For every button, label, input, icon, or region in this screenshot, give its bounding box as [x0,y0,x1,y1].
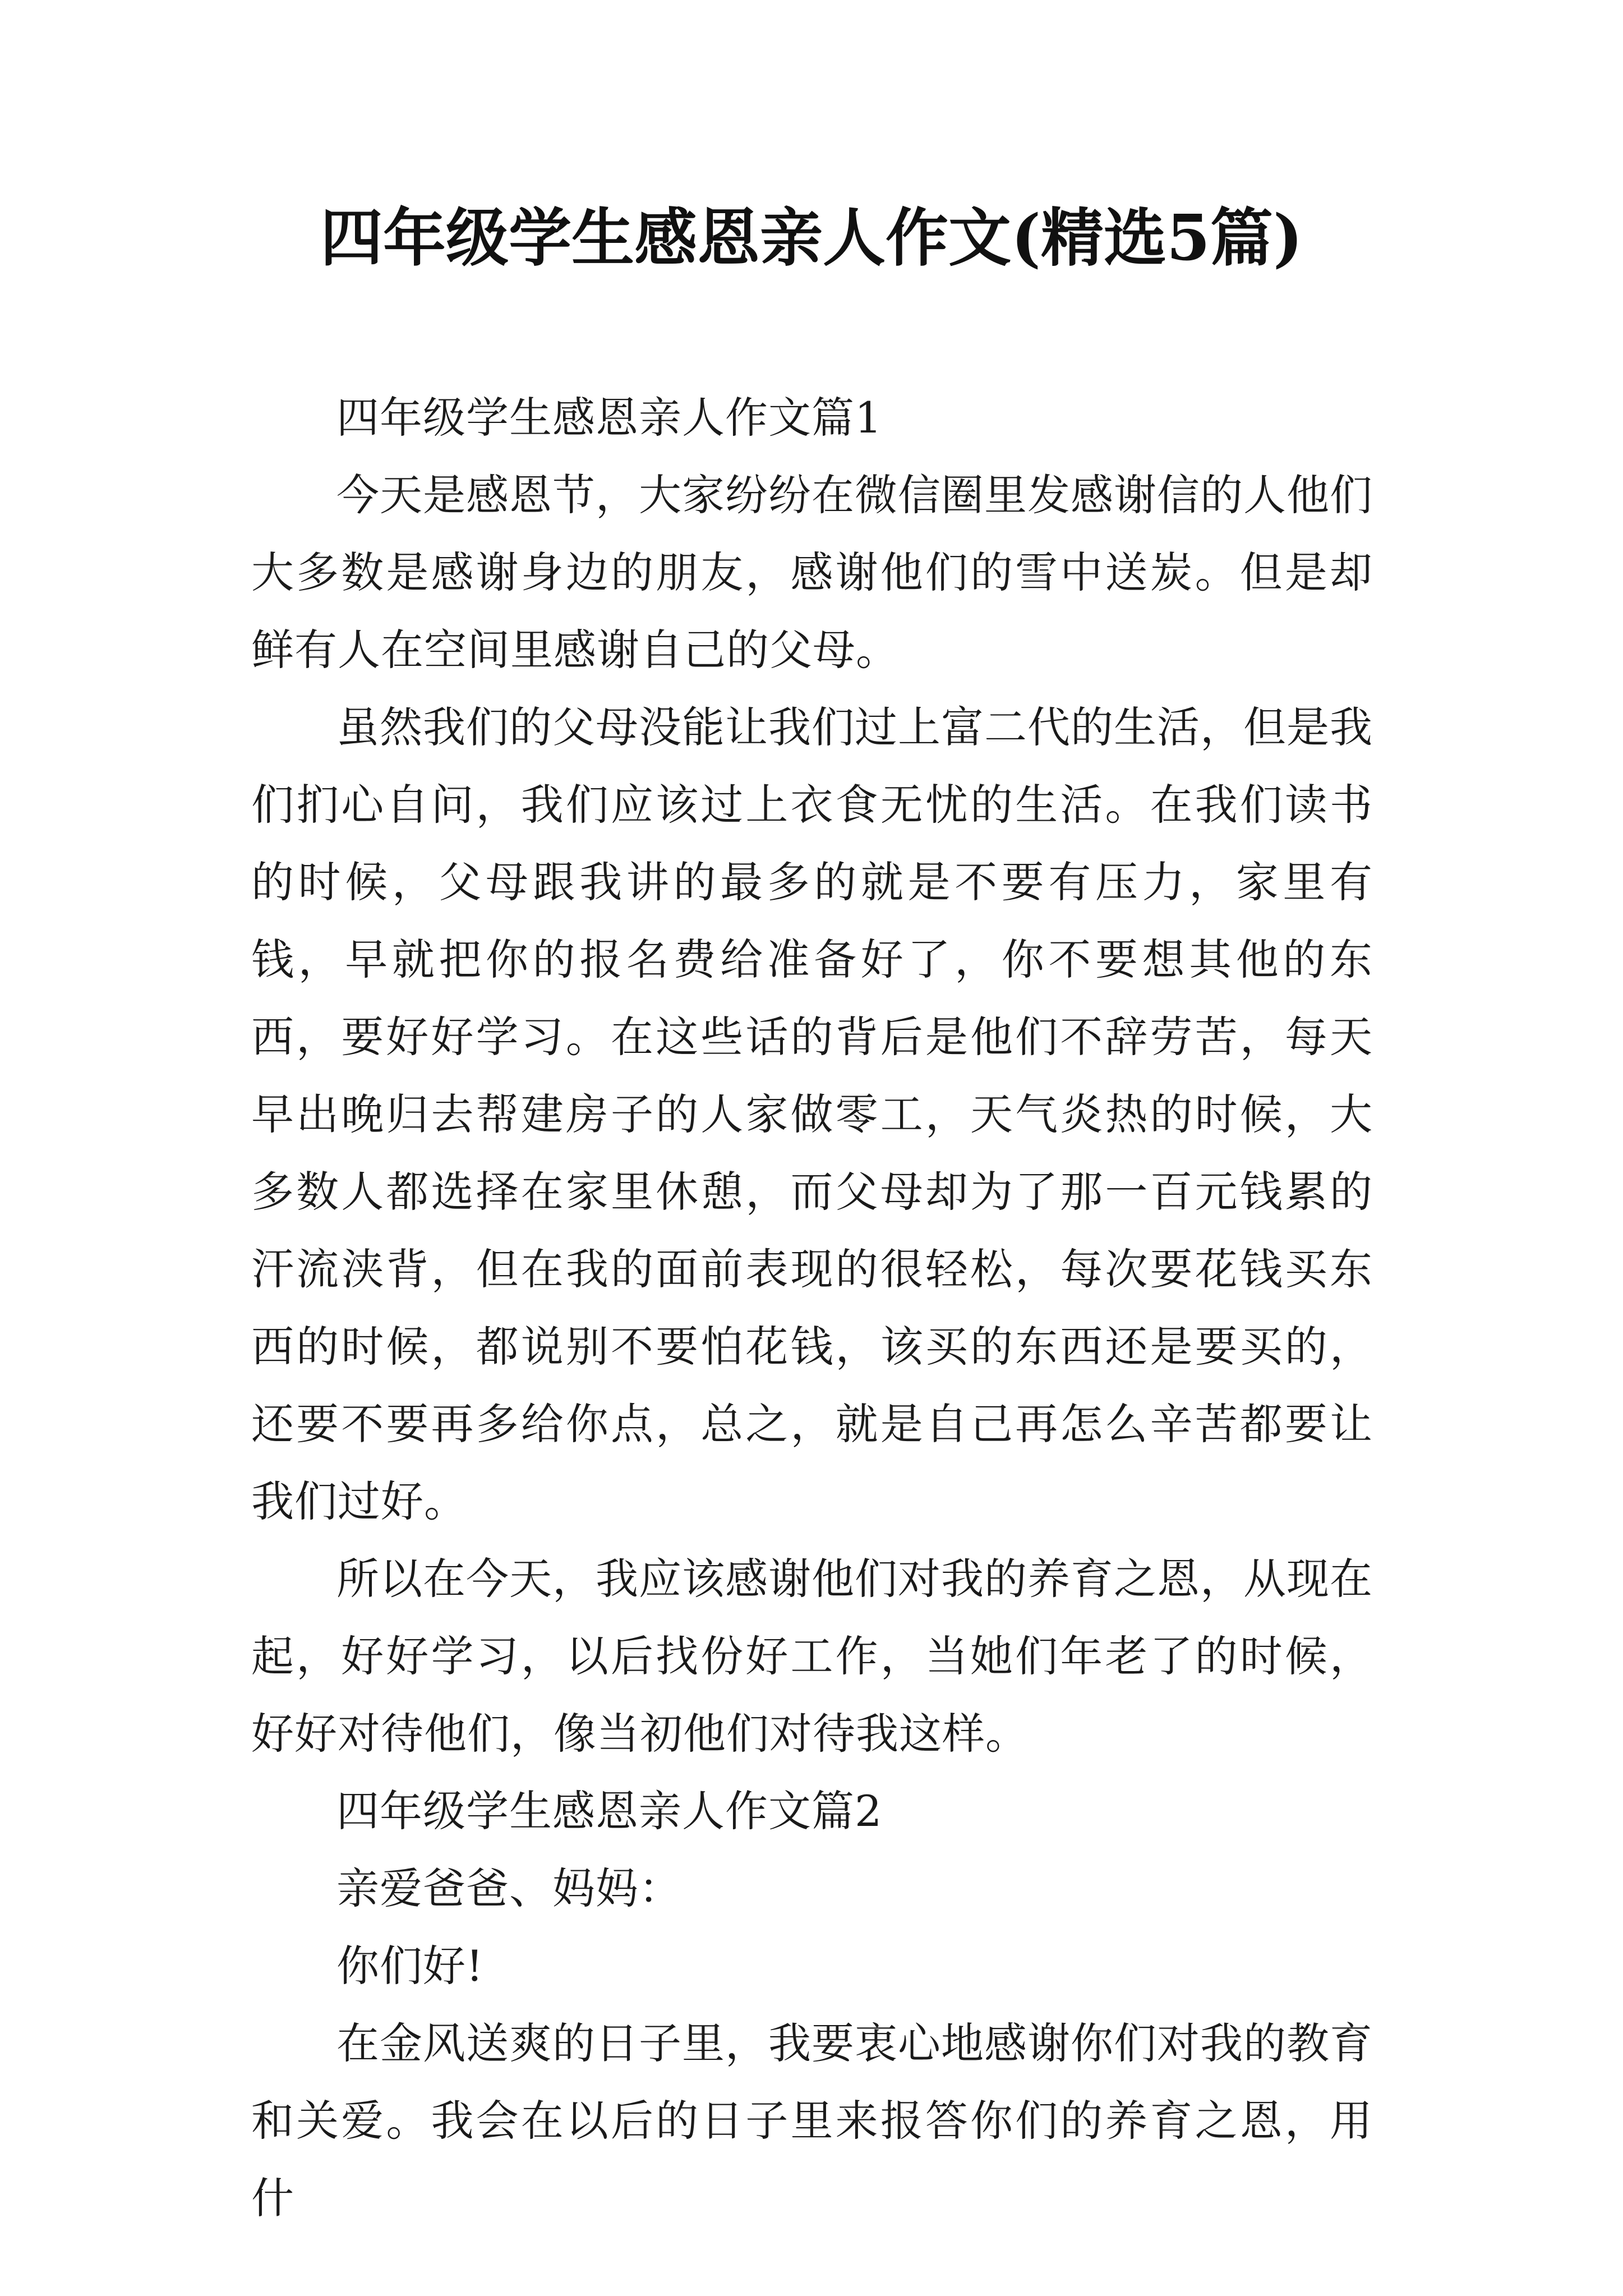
paragraph: 虽然我们的父母没能让我们过上富二代的生活，但是我们扪心自问，我们应该过上衣食无忧的生活。在我们读书的时候，父母跟我讲的最多的就是不要有压力，家里有钱，早就把你的报名费给准备好了，你不要想其他的东西，要好好学习。在这些话的背后是他们不辞劳苦，每天早出晚归去帮建房子的人家做零工，天气炎热的时候，大多数人都选择在家里休憩，而父母却为了那一百元钱累的汗流浃背，但在我的面前表现的很轻松，每次要花钱买东西的时候，都说别不要怕花钱，该买的东西还是要买的，还要不要再多给你点，总之，就是自己再怎么辛苦都要让我们过好。 [251,702,1373,1526]
paragraph: 在金风送爽的日子里，我要衷心地感谢你们对我的教育和关爱。我会在以后的日子里来报答你们的养育之恩，用什 [251,2018,1373,2223]
paragraph: 今天是感恩节，大家纷纷在微信圈里发感谢信的人他们大多数是感谢身边的朋友，感谢他们的雪中送炭。但是却鲜有人在空间里感谢自己的父母。 [251,470,1373,675]
document-title: 四年级学生感恩亲人作文(精选5篇) [320,201,1303,275]
section-heading: 四年级学生感恩亲人作文篇2 [336,1786,883,1836]
paragraph: 所以在今天，我应该感谢他们对我的养育之恩，从现在起，好好学习，以后找份好工作，当她们年老了的时候，好好对待他们，像当初他们对待我这样。 [251,1554,1373,1759]
section-heading: 四年级学生感恩亲人作文篇1 [336,393,883,443]
document-body [251,379,1373,2237]
letter-salutation: 亲爱爸爸、妈妈： [336,1864,682,1913]
letter-greeting: 你们好! [336,1941,484,1991]
